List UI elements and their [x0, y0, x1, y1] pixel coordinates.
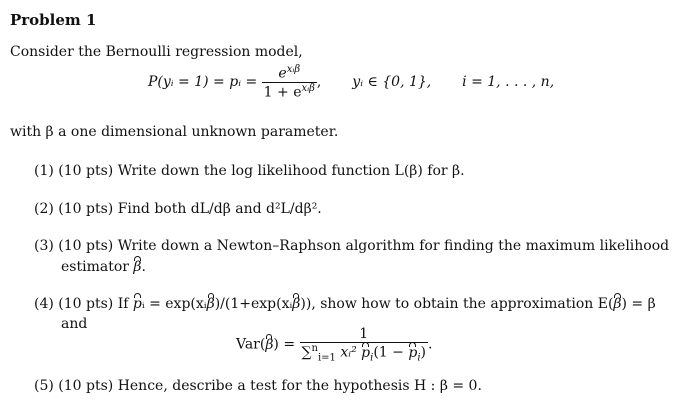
intro-text: Consider the Bernoulli regression model,: [10, 44, 303, 60]
model-condition-i: i = 1, . . . , n,: [462, 74, 555, 91]
model-frac-denominator: $1 + e^{xᵢ\beta}$: [263, 82, 315, 101]
variance-equation: Var(β) = $\frac{1}{\sum^n_{i=1} xᵢ^2 p_i(1 - p_i)}$ .: [236, 326, 433, 364]
model-comma: ,: [316, 74, 322, 91]
question-4-line1: (4) (10 pts) If pᵢ = exp(xᵢβ)/(1+exp(xᵢβ)), show how to obtain the approximation E(β) = β: [34, 296, 656, 312]
model-frac-numerator: $e^{xᵢ\beta}$: [278, 64, 301, 82]
variance-numerator: 1: [359, 326, 369, 342]
problem-title: Problem 1: [10, 11, 97, 29]
variance-fraction: [300, 326, 428, 363]
question-4-line2: and: [61, 316, 88, 332]
question-5: (5) (10 pts) Hence, describe a test for the hypothesis H : β = 0.: [34, 378, 482, 394]
parameter-statement: with β a one dimensional unknown parameter.: [10, 124, 339, 140]
variance-denominator: ∑$^n_{i=1}$ xᵢ² $p_i(1 - p_i)$: [301, 343, 426, 364]
question-3-line1: (3) (10 pts) Write down a Newton–Raphson algorithm for finding the maximum likelihood: [34, 238, 670, 254]
model-condition-y: yᵢ ∈ {0, 1},: [352, 74, 432, 91]
model-equation: [148, 64, 554, 108]
question-1: (1) (10 pts) Write down the log likelihood function L(β) for β.: [34, 163, 465, 179]
question-2: (2) (10 pts) Find both dL/dβ and d²L/dβ².: [34, 201, 322, 217]
question-3-line2: estimator β.: [61, 259, 146, 275]
model-lhs: P(yᵢ = 1) = pᵢ =: [148, 74, 258, 91]
model-fraction: [262, 64, 317, 100]
